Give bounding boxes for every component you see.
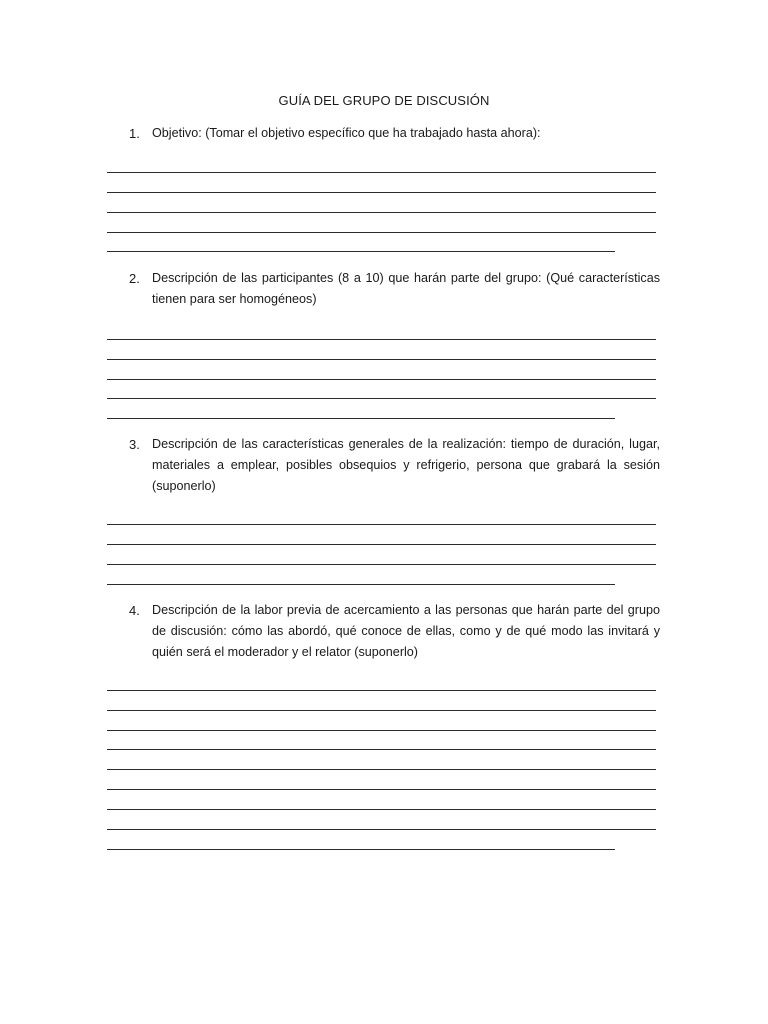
document-title: GUÍA DEL GRUPO DE DISCUSIÓN [278, 93, 490, 108]
item-number: 1. [129, 126, 140, 141]
answer-line[interactable] [107, 730, 656, 731]
answer-line[interactable] [107, 212, 656, 213]
answer-line[interactable] [107, 398, 656, 399]
item-number: 3. [129, 437, 140, 452]
item-number: 2. [129, 271, 140, 286]
answer-line[interactable] [107, 192, 656, 193]
item-text: Descripción de las participantes (8 a 10) que harán parte del grupo: (Qué características tienen para ser homogéneos) [152, 271, 660, 306]
answer-line[interactable] [107, 849, 615, 850]
answer-line[interactable] [107, 584, 615, 585]
item-number: 4. [129, 603, 140, 618]
answer-line[interactable] [107, 829, 656, 830]
question-item-4 [107, 600, 660, 663]
answer-line[interactable] [107, 524, 656, 525]
question-item-1 [107, 123, 660, 144]
item-text: Objetivo: (Tomar el objetivo específico que ha trabajado hasta ahora): [152, 126, 541, 140]
answer-line[interactable] [107, 690, 656, 691]
answer-line[interactable] [107, 809, 656, 810]
answer-line[interactable] [107, 339, 656, 340]
answer-line[interactable] [107, 379, 656, 380]
answer-line[interactable] [107, 769, 656, 770]
answer-line[interactable] [107, 710, 656, 711]
answer-line[interactable] [107, 359, 656, 360]
question-item-3 [107, 434, 660, 497]
answer-line[interactable] [107, 172, 656, 173]
question-item-2 [107, 268, 660, 310]
answer-line[interactable] [107, 749, 656, 750]
answer-line[interactable] [107, 564, 656, 565]
item-text: Descripción de las características generales de la realización: tiempo de duración, lugar, materiales a emplear, posibles obsequios y refrigerio, persona que grabará la sesión (suponerlo) [152, 437, 660, 493]
item-text: Descripción de la labor previa de acercamiento a las personas que harán parte del grupo de discusión: cómo las abordó, qué conoce de ellas, como y de qué modo las invitará y quién será el moderador y el relator (suponerlo) [152, 603, 660, 659]
answer-line[interactable] [107, 232, 656, 233]
answer-line[interactable] [107, 251, 615, 252]
answer-line[interactable] [107, 544, 656, 545]
answer-line[interactable] [107, 789, 656, 790]
answer-line[interactable] [107, 418, 615, 419]
